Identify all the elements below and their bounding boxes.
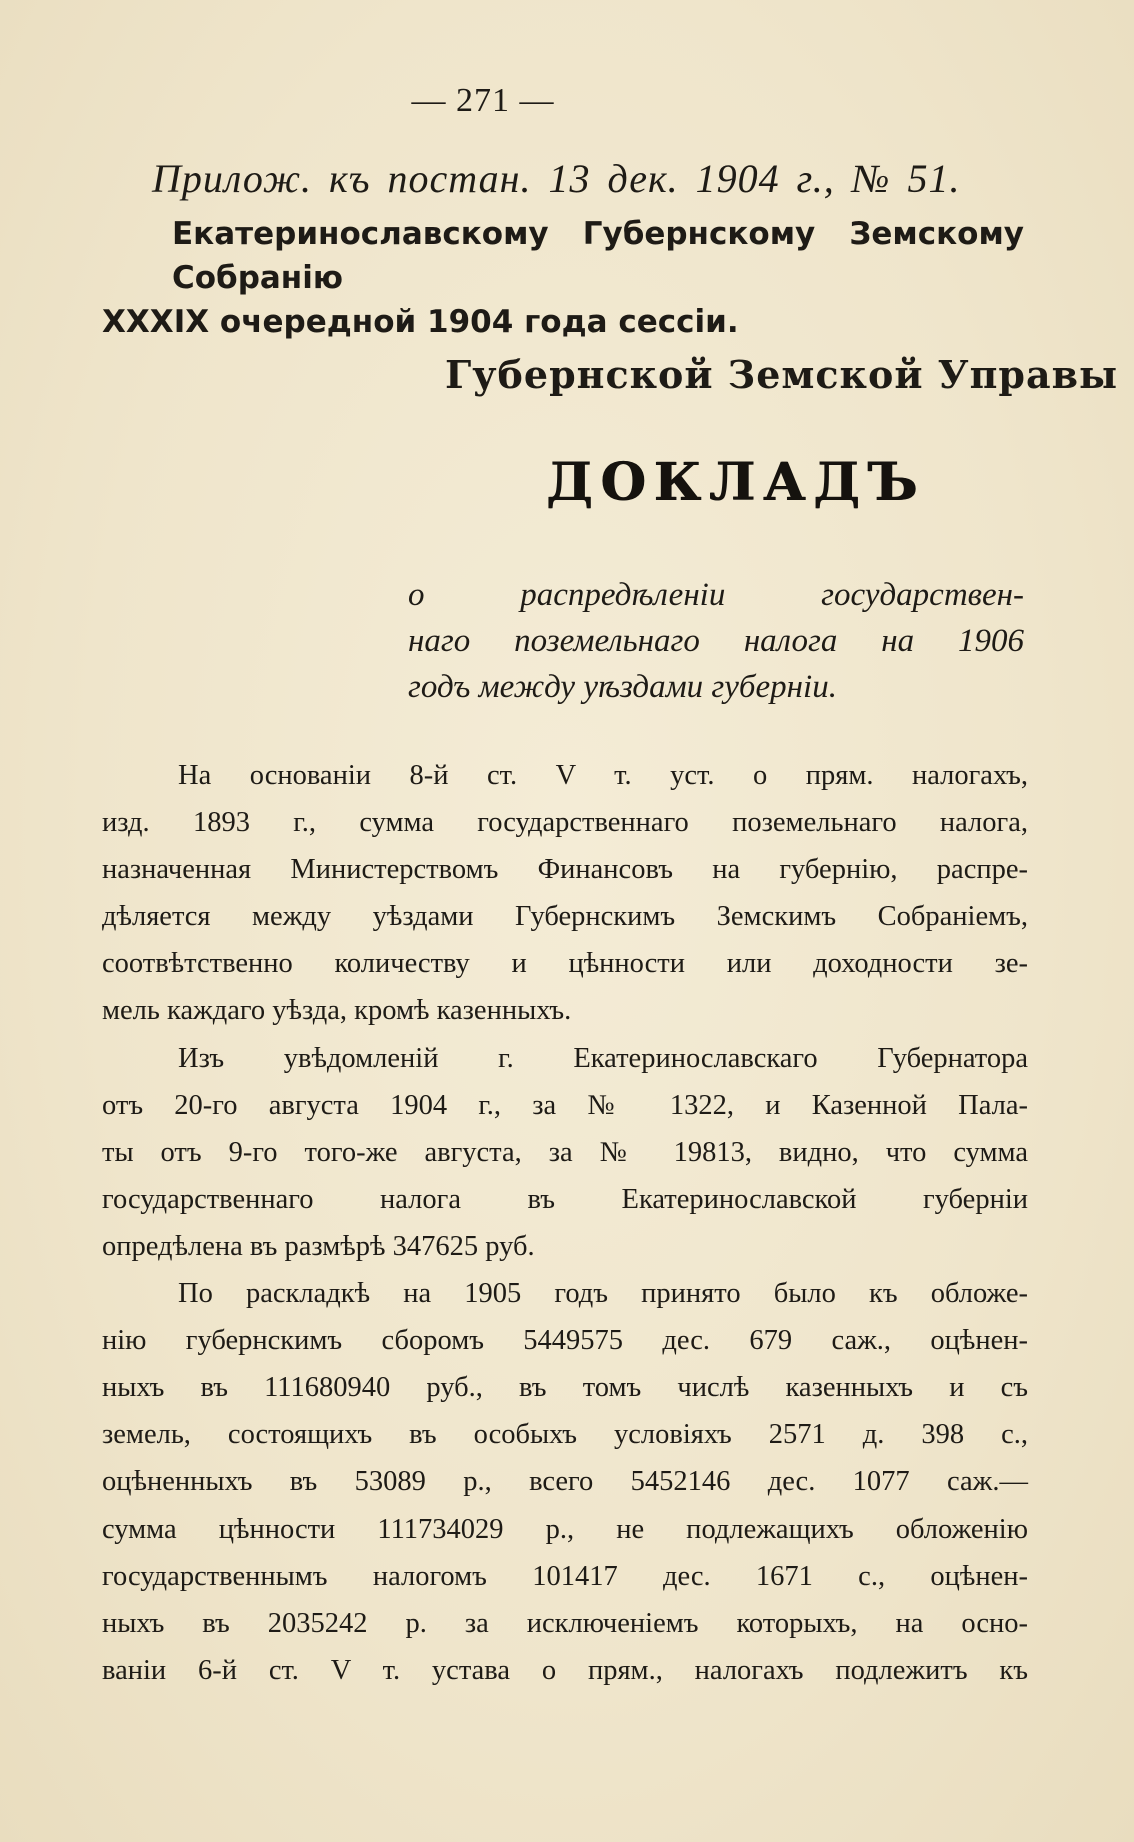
text-line: Изъ увѣдомленій г. Екатеринославскаго Губернатора [178,1042,1028,1074]
text-line: государственнаго налога въ Екатеринославской губерніи [102,1183,1028,1215]
text-line: По раскладкѣ на 1905 годъ принято было къ обложе- [178,1278,1028,1310]
text-line: ты отъ 9-го того-же августа, за № 19813, видно, что сумма [102,1136,1028,1168]
text-line: оцѣненныхъ въ 53089 р., всего 5452146 дес. 1077 саж.— [102,1466,1028,1498]
board-heading: Губернской Земской Управы [445,352,1119,397]
text-line: назначенная Министерствомъ Финансовъ на губернію, распре- [102,854,1028,886]
text-line: нію губернскимъ сборомъ 5449575 дес. 679 саж., оцѣнен- [102,1325,1028,1357]
text-line: На основаніи 8-й ст. V т. уст. о прям. налогахъ, [178,760,1028,791]
text-line: ваніи 6-й ст. V т. устава о прям., налогахъ подлежитъ къ [102,1654,1028,1686]
text-line: опредѣлена въ размѣрѣ 347625 руб. [102,1230,535,1262]
subject-line: о распредѣленіи государствен- [408,577,1024,613]
text-line: земель, состоящихъ въ особыхъ условіяхъ 2571 д. 398 с., [102,1419,1028,1451]
subject-line: наго поземельнаго налога на 1906 [408,623,1024,659]
text-line: изд. 1893 г., сумма государственнаго поземельнаго налога, [102,807,1028,839]
subject-line: годъ между уѣздами губерніи. [408,669,837,705]
text-line: ныхъ въ 2035242 р. за исключеніемъ которыхъ, на осно- [102,1607,1028,1639]
body-text [102,752,1028,1694]
appendix-reference: Прилож. къ постан. 13 дек. 1904 г., № 51. [152,156,961,201]
text-line: государственнымъ налогомъ 101417 дес. 1671 с., оцѣнен- [102,1560,1028,1592]
text-line: сумма цѣнности 111734029 р., не подлежащихъ обложенію [102,1513,1028,1545]
text-line: дѣляется между уѣздами Губернскимъ Земскимъ Собраніемъ, [102,901,1028,933]
text-line: мель каждаго уѣзда, кромѣ казенныхъ. [102,995,572,1027]
text-line: ныхъ въ 111680940 руб., въ томъ числѣ казенныхъ и съ [102,1372,1028,1404]
text-line: соотвѣтственно количеству и цѣнности или доходности зе- [102,948,1028,980]
report-title: ДОКЛАДЪ [546,452,926,513]
addressee-heading [102,212,1024,344]
text-line: отъ 20-го августа 1904 г., за № 1322, и Казенной Пала- [102,1089,1028,1121]
addressee-line: Екатеринославскому Губернскому Земскому Собранію [172,216,1024,296]
report-subject [408,572,1024,710]
page-number: — 271 — [411,82,555,119]
addressee-line: XXXIX очередной 1904 года сессіи. [102,304,739,340]
